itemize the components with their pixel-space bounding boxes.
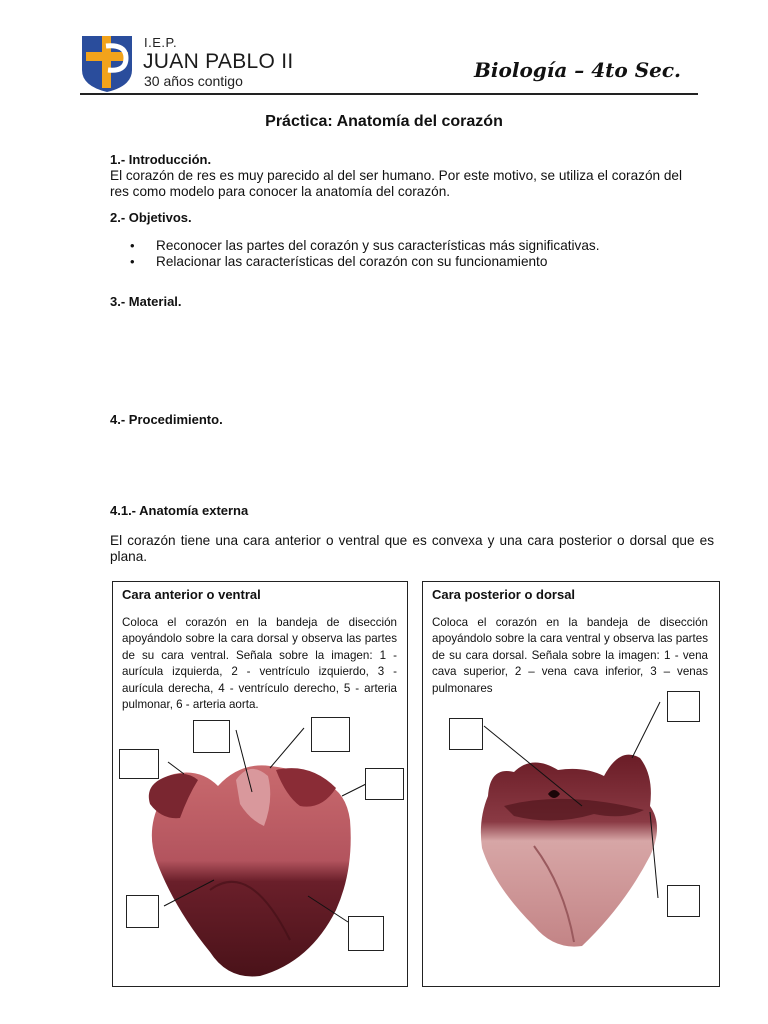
label-box-2[interactable] bbox=[311, 717, 350, 752]
label-box-4[interactable] bbox=[365, 768, 404, 800]
school-prefix: I.E.P. bbox=[144, 35, 178, 50]
intro-heading: 1.- Introducción. bbox=[110, 152, 212, 167]
label-box-6[interactable] bbox=[348, 916, 384, 951]
procedure-heading: 4.- Procedimiento. bbox=[110, 412, 223, 427]
header-divider bbox=[80, 93, 698, 95]
school-logo bbox=[82, 34, 132, 92]
material-heading: 3.- Material. bbox=[110, 294, 182, 309]
school-tagline: 30 años contigo bbox=[144, 73, 243, 89]
label-box-3[interactable] bbox=[119, 749, 159, 779]
external-anatomy-heading: 4.1.- Anatomía externa bbox=[110, 503, 249, 518]
ventral-panel-title: Cara anterior o ventral bbox=[122, 587, 261, 602]
label-box-dorsal-2[interactable] bbox=[667, 691, 700, 722]
school-name: JUAN PABLO II bbox=[143, 50, 294, 73]
label-box-1[interactable] bbox=[193, 720, 230, 753]
objectives-heading: 2.- Objetivos. bbox=[110, 210, 192, 225]
external-anatomy-text: El corazón tiene una cara anterior o ventral que es convexa y una cara posterior o dorsal que es plana. bbox=[110, 533, 714, 564]
label-box-dorsal-3[interactable] bbox=[667, 885, 700, 917]
intro-text-line-2: res como modelo para conocer la anatomía del corazón. bbox=[110, 184, 451, 199]
list-item: • Reconocer las partes del corazón y sus características más significativas. bbox=[128, 238, 600, 254]
page-title: Práctica: Anatomía del corazón bbox=[265, 113, 503, 130]
course-title: Biología – 4to Sec. bbox=[474, 58, 682, 82]
intro-text-line-1: El corazón de res es muy parecido al del ser humano. Por este motivo, se utiliza el corazón del bbox=[110, 168, 682, 183]
label-box-dorsal-1[interactable] bbox=[449, 718, 483, 750]
dorsal-panel-text: Coloca el corazón en la bandeja de disección apoyándolo sobre la cara ventral y observa las partes de su cara dorsal. Señala sobre la imagen: 1 - vena cava superior, 2 – vena cava inferior, 3 – venas pulmonares bbox=[432, 616, 708, 695]
ventral-panel-text: Coloca el corazón en la bandeja de disección apoyándolo sobre la cara dorsal y observa las partes de su cara ventral. Señala sobre la imagen: 1 - aurícula izquierda, 2 - ventrículo izquierdo, 3 - aurícula derecha, 4 - ventrículo derecho, 5 - arteria pulmonar, 6 - arteria aorta. bbox=[122, 616, 397, 712]
objectives-list bbox=[128, 238, 600, 270]
dorsal-panel-title: Cara posterior o dorsal bbox=[432, 587, 576, 602]
label-box-5[interactable] bbox=[126, 895, 159, 928]
list-item: • Relacionar las características del corazón con su funcionamiento bbox=[128, 254, 600, 270]
